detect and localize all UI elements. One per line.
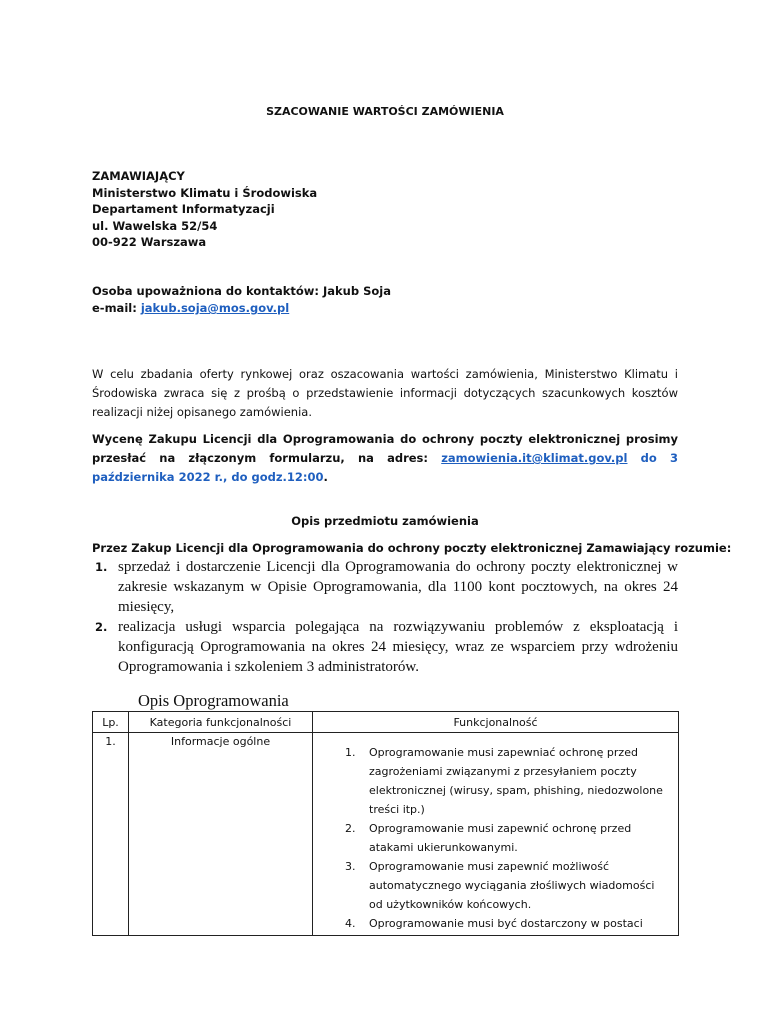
scope-item-text: sprzedaż i dostarczenie Licencji dla Oprogramowania do ochrony poczty elektronicznej w zakresie wskazanym w Opisie Oprogramowania, dla 1100 kont pocztowych, na okres 24 miesięcy,	[118, 559, 678, 615]
ordering-party-line: ul. Wawelska 52/54	[92, 218, 218, 233]
ordering-party-line: 00-922 Warszawa	[92, 235, 207, 249]
scope-list	[92, 557, 678, 677]
functionality-item	[341, 857, 670, 914]
request-text: Wycenę Zakupu Licencji dla Oprogramowania do ochrony poczty elektronicznej prosimy przesłać na złączonym formularzu, na adres:	[92, 432, 678, 465]
ordering-party-line: Ministerstwo Klimatu i Środowiska	[92, 185, 318, 200]
functionality-text: Oprogramowanie musi zapewniać ochronę przed zagrożeniami związanymi z przesyłaniem poczty elektronicznej (wirusy, spam, phishing, niedozwolone treści itp.)	[369, 746, 663, 816]
deadline-text: do 3 października 2022 r., do godz.12:00	[92, 451, 678, 484]
contact-email-line	[92, 300, 391, 317]
functionality-text: Oprogramowanie musi zapewnić ochronę przed atakami ukierunkowanymi.	[369, 822, 632, 854]
functionality-table	[92, 711, 679, 936]
submission-email-link[interactable]: zamowienia.it@klimat.gov.pl	[441, 451, 628, 465]
scope-item-number: 2.	[95, 620, 108, 634]
row-functionality	[313, 733, 679, 936]
contact-block	[92, 283, 391, 317]
scope-item	[92, 557, 678, 617]
functionality-number: 1.	[345, 746, 356, 759]
functionality-number: 2.	[345, 822, 356, 835]
header-functionality: Funkcjonalność	[313, 712, 679, 733]
section-title: Opis przedmiotu zamówienia	[291, 514, 479, 528]
header-category: Kategoria funkcjonalności	[129, 712, 313, 733]
software-description-heading: Opis Oprogramowania	[138, 691, 289, 710]
email-label: e-mail:	[92, 301, 141, 315]
scope-item-number: 1.	[95, 560, 108, 574]
request-paragraph	[92, 430, 678, 487]
ordering-party-block	[92, 168, 317, 251]
functionality-item	[341, 743, 670, 819]
table-header-row	[93, 712, 679, 733]
document-title: SZACOWANIE WARTOŚCI ZAMÓWIENIA	[266, 105, 504, 118]
functionality-item	[341, 914, 670, 933]
functionality-item	[341, 819, 670, 857]
header-lp: Lp.	[93, 712, 129, 733]
scope-item-text: realizacja usługi wsparcia polegająca na rozwiązywaniu problemów z eksploatacją i konfiguracją Oprogramowania na okres 24 miesięcy, wraz ze wsparciem przy wdrożeniu Oprogramowania i szkoleniem 3 administratorów.	[118, 619, 678, 675]
row-category: Informacje ogólne	[129, 733, 313, 936]
intro-paragraph: W celu zbadania oferty rynkowej oraz oszacowania wartości zamówienia, Ministerstwo Klimatu i Środowiska zwraca się z prośbą o przedstawienie informacji dotyczących szacunkowych kosztów realizacji niżej opisanego zamówienia.	[92, 367, 678, 419]
ordering-party-heading: ZAMAWIAJĄCY	[92, 169, 185, 183]
ordering-party-line: Departament Informatyzacji	[92, 202, 275, 216]
functionality-text: Oprogramowanie musi być dostarczony w postaci	[369, 917, 643, 930]
row-lp: 1.	[93, 733, 129, 936]
request-end: .	[323, 470, 328, 484]
functionality-list	[341, 743, 670, 933]
functionality-number: 4.	[345, 917, 356, 930]
functionality-number: 3.	[345, 860, 356, 873]
table-row	[93, 733, 679, 936]
contact-email-link[interactable]: jakub.soja@mos.gov.pl	[140, 301, 290, 315]
contact-person: Osoba upoważniona do kontaktów: Jakub Soja	[92, 284, 391, 298]
scope-item	[92, 617, 678, 677]
functionality-text: Oprogramowanie musi zapewnić możliwość automatycznego wyciągania złośliwych wiadomości od użytkowników końcowych.	[369, 860, 655, 911]
scope-intro: Przez Zakup Licencji dla Oprogramowania do ochrony poczty elektronicznej Zamawiający rozumie:	[92, 541, 732, 555]
